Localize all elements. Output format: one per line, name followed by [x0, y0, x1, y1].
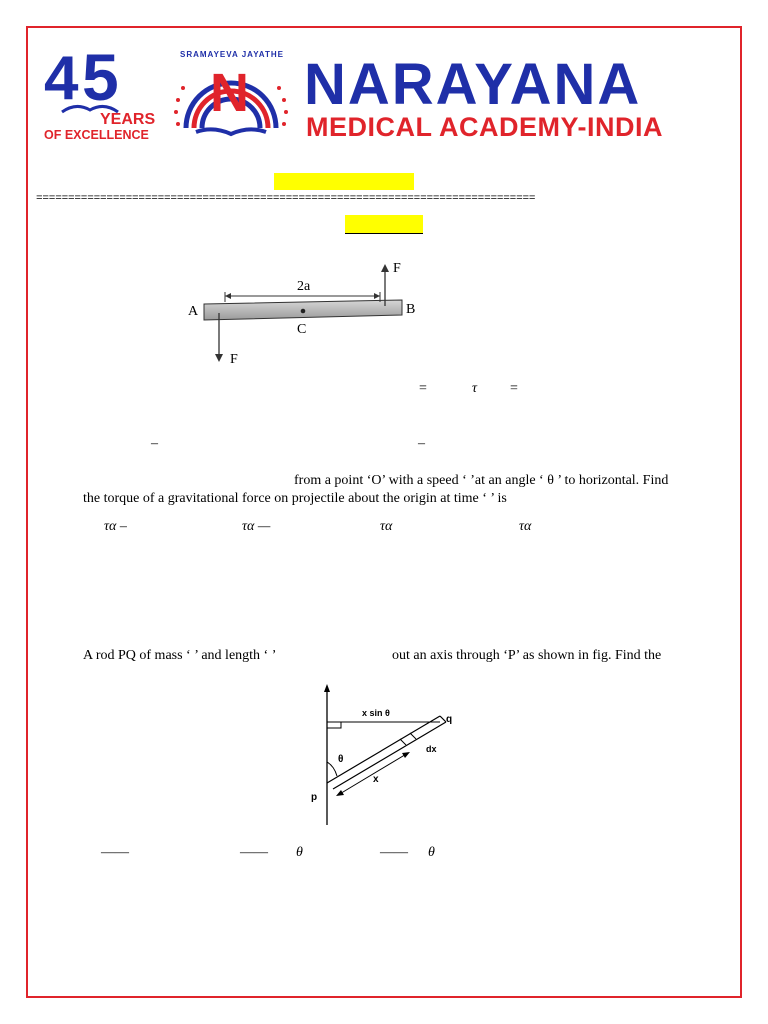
label-xsin-theta: x sin θ: [362, 708, 390, 718]
force-top-label: F: [393, 261, 401, 276]
question1-line2: the torque of a gravitational force on projectile about the origin at time ‘ ’ is: [83, 491, 507, 506]
subtitle-highlight: [345, 215, 423, 234]
label-b: B: [406, 302, 416, 317]
label-q: q: [446, 714, 453, 725]
length-label: 2a: [297, 279, 311, 294]
force-bottom-label: F: [230, 352, 238, 367]
dash-1: –: [151, 436, 158, 451]
label-dx: dx: [426, 744, 437, 754]
eq-sign-1: =: [419, 381, 427, 396]
brand-subtitle: MEDICAL ACADEMY-INDIA: [306, 112, 664, 142]
emblem-motto: SRAMAYEVA JAYATHE: [180, 50, 284, 59]
rod-axis-diagram: [300, 680, 470, 830]
option2-b-theta: θ: [296, 845, 303, 860]
anniversary-years: YEARS: [100, 111, 156, 128]
anniversary-logo: [44, 40, 156, 148]
figure-rod-axis: [300, 680, 470, 830]
option2-c-bar: ——: [380, 845, 408, 860]
label-p: p: [311, 792, 318, 803]
label-theta: θ: [338, 754, 344, 765]
option1-d: τα: [519, 519, 532, 534]
question2-part1: A rod PQ of mass ‘ ’ and length ‘ ’: [83, 648, 277, 663]
anniversary-number-four: 4: [44, 44, 79, 113]
label-c: C: [297, 322, 307, 337]
academy-emblem: [166, 36, 296, 146]
dash-2: –: [418, 436, 425, 451]
separator-line: ==============================================================================: [36, 193, 536, 205]
option1-a: τα –: [104, 519, 127, 534]
anniversary-number-five: 5: [82, 40, 119, 114]
anniversary-tagline: OF EXCELLENCE: [44, 128, 149, 142]
eq-sign-2: =: [510, 381, 518, 396]
option2-b-bar: ——: [240, 845, 268, 860]
option1-c: τα: [380, 519, 393, 534]
torque-symbol: τ: [472, 381, 478, 396]
label-x: x: [373, 774, 379, 785]
question1-line1: from a point ‘O’ with a speed ‘ ’at an angle ‘ θ ’ to horizontal. Find: [294, 473, 669, 488]
figure-rod-couple: [180, 258, 430, 373]
label-a: A: [188, 304, 199, 319]
title-highlight: [274, 173, 414, 190]
emblem-letter: N: [210, 63, 249, 123]
option2-a-bar: ——: [101, 845, 129, 860]
option1-b: τα —: [242, 519, 271, 534]
question2-part2: out an axis through ‘P’ as shown in fig. Find the: [392, 648, 662, 663]
brand-name: NARAYANA: [304, 52, 642, 117]
option2-c-theta: θ: [428, 845, 435, 860]
